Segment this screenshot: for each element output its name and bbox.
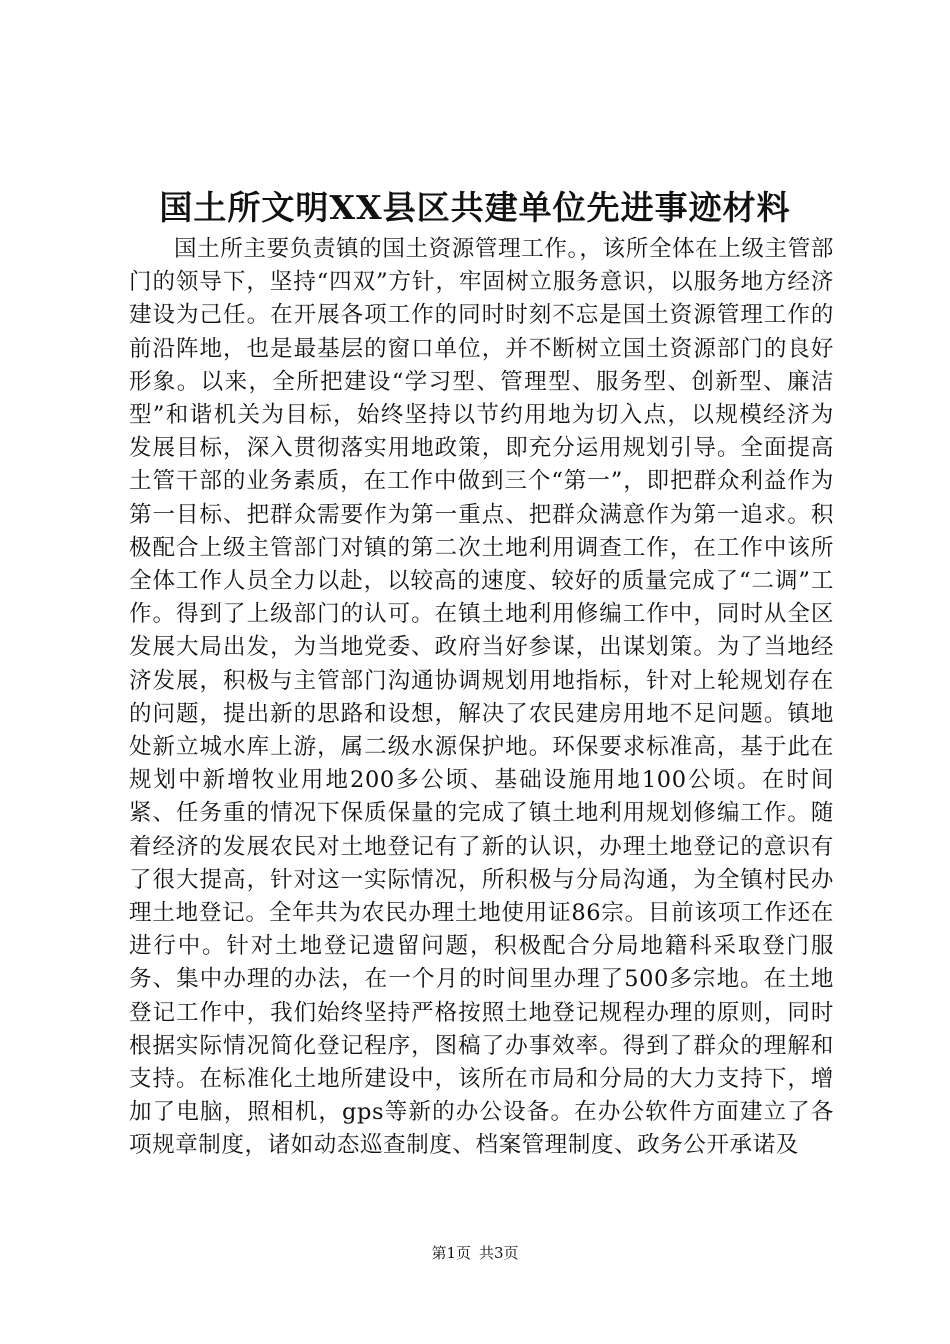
page-number-current: 第1页 <box>431 1244 471 1262</box>
page-footer <box>0 1243 950 1263</box>
document-body-paragraph: 国土所主要负责镇的国土资源管理工作。，该所全体在上级主管部门的领导下，坚持“四双”方针，牢固树立服务意识，以服务地方经济建设为己任。在开展各项工作的同时时刻不忘是国土资源管理工作的前沿阵地，也是最基层的窗口单位，并不断树立国土资源部门的良好形象。以来，全所把建设“学习型、管理型、服务型、创新型、廉洁型”和谐机关为目标，始终坚持以节约用地为切入点，以规模经济为发展目标，深入贯彻落实用地政策，即充分运用规划引导。全面提高土管干部的业务素质，在工作中做到三个“第一”，即把群众利益作为第一目标、把群众需要作为第一重点、把群众满意作为第一追求。积极配合上级主管部门对镇的第二次土地利用调查工作，在工作中该所全体工作人员全力以赴，以较高的速度、较好的质量完成了“二调”工作。得到了上级部门的认可。在镇土地利用修编工作中，同时从全区发展大局出发，为当地党委、政府当好参谋，出谋划策。为了当地经济发展，积极与主管部门沟通协调规划用地指标，针对上轮规划存在的问题，提出新的思路和设想，解决了农民建房用地不足问题。镇地处新立城水库上游，属二级水源保护地。环保要求标准高，基于此在规划中新增牧业用地200多公顷、基础设施用地100公顷。在时间紧、任务重的情况下保质保量的完成了镇土地利用规划修编工作。随着经济的发展农民对土地登记有了新的认识，办理土地登记的意识有了很大提高，针对这一实际情况，所积极与分局沟通，为全镇村民办理土地登记。全年共为农民办理土地使用证86宗。目前该项工作还在进行中。针对土地登记遗留问题，积极配合分局地籍科采取登门服务、集中办理的办法，在一个月的时间里办理了500多宗地。在土地登记工作中，我们始终坚持严格按照土地登记规程办理的原则，同时根据实际情况简化登记程序，图稿了办事效率。得到了群众的理解和支持。在标准化土地所建设中，该所在市局和分局的大力支持下，增加了电脑，照相机，gps等新的办公设备。在办公软件方面建立了各项规章制度，诸如动态巡查制度、档案管理制度、政务公开承诺及 <box>129 236 834 1159</box>
document-title: 国土所文明XX县区共建单位先进事迹材料 <box>159 188 791 227</box>
page-number-total: 共3页 <box>479 1244 519 1262</box>
